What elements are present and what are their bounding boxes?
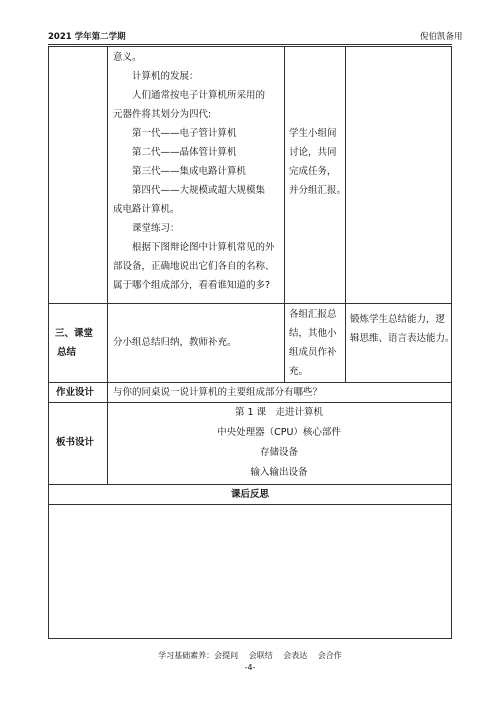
content-line-4: 第一代——电子管计算机 bbox=[132, 128, 237, 139]
content-line-12: 属于哪个组成部分，看看谁知道的多? bbox=[113, 280, 271, 291]
board-line-2: 存储设备 bbox=[259, 447, 298, 458]
row-divider-summary bbox=[48, 303, 452, 304]
homework-text: 与你的同桌说一说计算机的主要组成部分有哪些？ bbox=[113, 387, 323, 398]
board-line-0: 第 1 课 走进计算机 bbox=[234, 407, 324, 418]
content-line-5: 第二代——晶体管计算机 bbox=[132, 147, 237, 158]
summary-student-1: 结，其他小 bbox=[289, 328, 337, 339]
content-line-6: 第三代——集成电路计算机 bbox=[132, 166, 247, 177]
student-activity-line-3: 并分组汇报。 bbox=[289, 185, 347, 196]
content-line-11: 部设备，正确地说出它们各自的名称、 bbox=[113, 261, 275, 272]
page-footer: 学习基础素养：会提问 会联结 会表达 会合作 bbox=[158, 651, 342, 660]
homework-label: 作业设计 bbox=[56, 387, 95, 398]
content-line-10: 根据下图辩论图中计算机常见的外 bbox=[132, 242, 275, 253]
content-line-0: 意义。 bbox=[113, 52, 142, 63]
summary-label-line1: 三、课堂 bbox=[55, 328, 94, 339]
reflection-label: 课后反思 bbox=[230, 489, 269, 500]
board-line-1: 中央处理器（CPU）核心部件 bbox=[217, 427, 341, 438]
page-number: -4- bbox=[244, 663, 256, 672]
content-line-9: 课堂练习： bbox=[132, 223, 180, 234]
summary-teacher: 分小组总结归纳，教师补充。 bbox=[113, 337, 237, 348]
summary-purpose-1: 辑思维、语言表达能力。 bbox=[350, 333, 455, 344]
board-line-3: 输入输出设备 bbox=[250, 467, 308, 478]
summary-student-0: 各组汇报总 bbox=[289, 309, 337, 320]
content-line-2: 人们通常按电子计算机所采用的 bbox=[132, 90, 266, 101]
table-border-top bbox=[48, 46, 452, 47]
content-line-8: 成电路计算机。 bbox=[113, 204, 180, 215]
header-rule bbox=[48, 44, 452, 45]
page-header-left: 2021 学年第二学期 bbox=[48, 32, 126, 42]
summary-student-2: 组成员作补 bbox=[289, 347, 337, 358]
board-label: 板书设计 bbox=[56, 437, 95, 448]
student-activity-line-0: 学生小组间 bbox=[289, 128, 337, 139]
content-line-7: 第四代——大规模或超大规模集 bbox=[132, 185, 266, 196]
summary-student-3: 充。 bbox=[289, 366, 309, 377]
summary-purpose-0: 锻炼学生总结能力，逻 bbox=[350, 314, 446, 325]
student-activity-line-2: 完成任务， bbox=[289, 166, 337, 177]
content-line-1: 计算机的发展： bbox=[132, 71, 199, 82]
reflection-area bbox=[49, 505, 451, 637]
col-divider-3 bbox=[345, 46, 346, 382]
summary-label-line2: 总结 bbox=[57, 347, 77, 358]
content-line-3: 元器件将其划分为四代: bbox=[113, 109, 212, 120]
table-border-bottom bbox=[48, 638, 452, 639]
student-activity-line-1: 讨论，共同 bbox=[289, 147, 337, 158]
page-header-right: 倪伯凯备用 bbox=[420, 32, 463, 42]
col-divider-2 bbox=[284, 46, 285, 382]
